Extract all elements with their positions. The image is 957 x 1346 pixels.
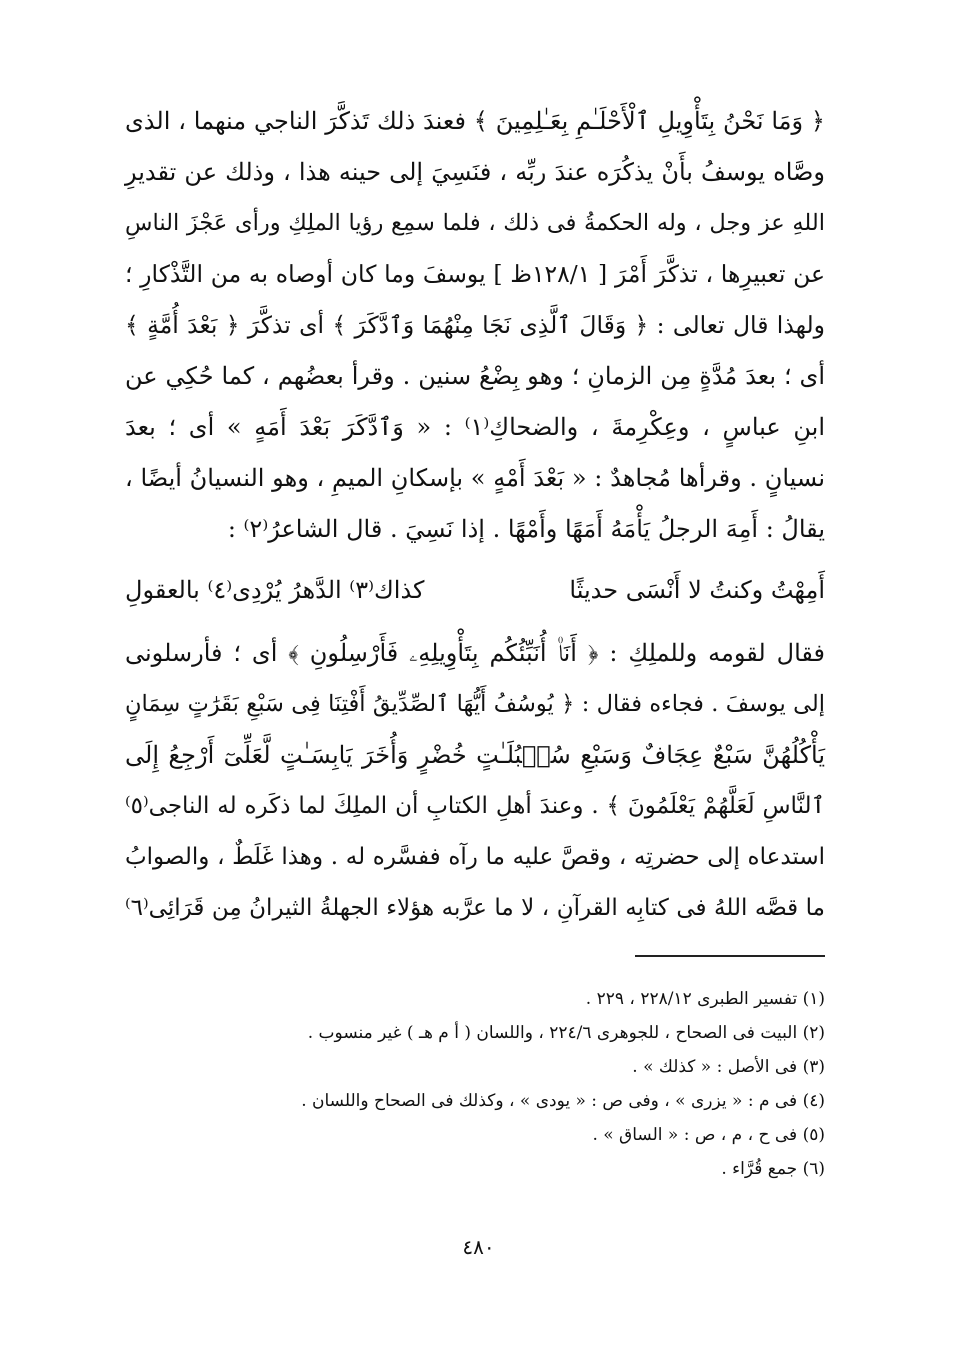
text-line: وصَّاه يوسفُ بأَنْ يذكُرَه عندَ ربِّه ، فنَسِيَ إلى حينه هذا ، وذلك عن تقديرِ bbox=[125, 158, 825, 186]
text-line: استدعاه إلى حضرتِه ، وقصَّ عليه ما رآه ففسَّره له . وهذا غَلَطٌ ، والصوابُ bbox=[125, 844, 825, 870]
footnote: (٢) البيت فى الصحاح ، للجوهرى ٢٢٤/٦ ، واللسان ( أ م هـ ) غير منسوب . bbox=[307, 1023, 825, 1043]
page-number: ٤٨٠ bbox=[462, 1235, 495, 1259]
footnote: (٤) فى م : « يزرى » ، وفى ص : « يودى » ، وكذلك فى الصحاح واللسان . bbox=[301, 1091, 825, 1111]
footnotes bbox=[125, 982, 825, 1186]
footnote: (٣) فى الأصل : « كذلك » . bbox=[632, 1057, 825, 1077]
text-line: اللهِ عز وجل ، وله الحكمةُ فى ذلك ، فلما سمِع رؤيا الملِكِ ورأى عَجْزَ الناسِ bbox=[125, 210, 825, 236]
text-line: أى ؛ بعدَ مُدَّةٍ مِن الزمانِ ؛ وهو بِضْعُ سنين . وقرأ بعضُهم ، كما حُكِي عن bbox=[125, 362, 825, 390]
footnote: (٦) جمع قُرَّاء . bbox=[721, 1159, 825, 1179]
text-line: يَأْكُلُهُنَّ سَبْعٌ عِجَافٌ وَسَبْعِ سُنۢبُلَـٰتٍ خُضْرٍ وَأُخَرَ يَابِسَـٰتٍ لَّعَلِّىٓ أَرْجِعُ إِلَى bbox=[125, 741, 825, 769]
text-line: ﴿ وَمَا نَحْنُ بِتَأْوِيلِ ٱلْأَحْلَـٰمِ بِعَـٰلِمِينَ ﴾ فعندَ ذلك تَذكَّرَ الناجي منهما ، الذى bbox=[125, 107, 825, 135]
text-line: يقالُ : أَمِهَ الرجلُ يَأْمَهُ أَمَهًا وأَمْهًا . إذا نَسِيَ . قال الشاعرُ⁽٢⁾ : bbox=[227, 515, 825, 543]
text-line: إلى يوسفَ . فجاءه فقال : ﴿ يُوسُفُ أَيُّهَا ٱلصِّدِّيقُ أَفْتِنَا فِى سَبْعِ بَقَرَٰتٍ سِمَانٍ bbox=[125, 691, 825, 717]
poetry-verse bbox=[125, 560, 825, 620]
footnote-divider bbox=[635, 955, 825, 957]
main-text-block-continued bbox=[125, 628, 825, 934]
text-line: ولهذا قال تعالى : ﴿ وَقَالَ ٱلَّذِى نَجَا مِنْهُمَا وَٱدَّكَرَ ﴾ أى تذكَّرَ ﴿ بَعْدَ أُمَّةٍ ﴾ bbox=[125, 311, 825, 339]
verse-first-hemistich: أَمِهْتُ وكنتُ لا أَنْسَى حديثًا bbox=[569, 576, 825, 604]
verse-second-hemistich: كذاك⁽٣⁾ الدَّهرُ يُرْدِى⁽٤⁾ بالعقولِ bbox=[125, 576, 425, 604]
text-line: عن تعبيرِها ، تذكَّرَ أَمْرَ [ ١٢٨/١ظ ] يوسفَ وما كان أوصاه به من التَّذْكارِ ؛ bbox=[125, 260, 825, 288]
text-line: نسيانٍ . وقرأها مُجاهدٌ : « بَعْدَ أَمْهٍ » بإسكانِ الميمِ ، وهو النسيانُ أيضًا ، bbox=[125, 464, 825, 492]
footnote: (١) تفسير الطبرى ٢٢٨/١٢ ، ٢٢٩ . bbox=[585, 989, 825, 1009]
text-line: فقال لقومه وللملِكِ : ﴿ أَنَا۠ أُنَبِّئُكُم بِتَأْوِيلِهِۦ فَأَرْسِلُونِ ﴾ أى ؛ فأرسلونى bbox=[125, 639, 825, 667]
text-line: ابنِ عباسٍ ، وعِكْرِمةَ ، والضحاكِ⁽١⁾ : « وَٱدَّكَرَ بَعْدَ أَمَهٍ » أى ؛ بعدَ bbox=[125, 413, 825, 441]
footnote: (٥) فى ح ، م ، ص : « الساق » . bbox=[592, 1125, 825, 1145]
text-line: ٱلنَّاسِ لَعَلَّهُمْ يَعْلَمُونَ ﴾ . وعندَ أهلِ الكتابِ أن الملِكَ لما ذكَره له الناجى⁽٥⁾ bbox=[125, 793, 825, 819]
text-line: ما قصَّه اللهُ فى كتابِه القرآنِ ، لا ما عرَّبه هؤلاء الجهلةُ الثيرانُ مِن قَرَائِى⁽٦⁾ bbox=[125, 895, 825, 921]
main-text-block bbox=[125, 96, 825, 555]
